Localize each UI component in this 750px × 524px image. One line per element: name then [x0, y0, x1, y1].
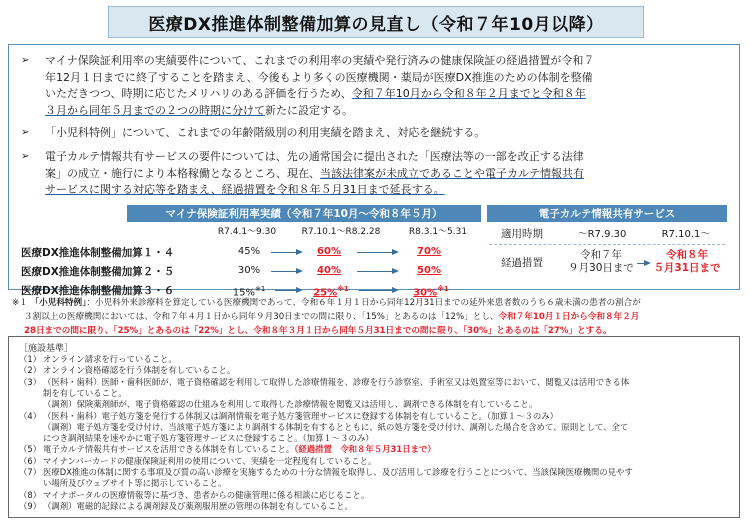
requirement-text: （調剤）電磁的記録による調剤録及び薬剤服用歴の管理の体制を有していること。: [43, 500, 353, 511]
arrow-bullet-icon: ➢: [21, 151, 30, 162]
bullet-2-line-1: 「小児科特例」について、これまでの年齢階級別の利用実績を踏まえ、対応を継続する。: [45, 126, 486, 139]
requirement-number: （2）: [19, 365, 42, 376]
bullet-3-line-2: 案」の成立・施行により本格稼働となるところ、現在、当該法律案が未成立であることや電子カルテ情報共有: [45, 166, 584, 180]
mynumber-rate-table-header: マイナ保険証利用率実績（令和７年10月～令和８年５月）: [127, 205, 481, 222]
requirement-text: オンライン資格確認を行う体制を有していること。: [43, 365, 236, 376]
footnote-line-3: 28日までの間に限り、「25%」とあるのは「22%」とし、令和８年３月１日から同年５月31日までの間に限り、「30%」とあるのは「27%」とする。: [24, 326, 612, 336]
arrow-icon: [359, 290, 397, 291]
arrow-icon: [275, 290, 301, 291]
row-1-mid: 60%: [317, 246, 341, 257]
requirement-line: [19, 501, 731, 512]
requirement-number: （3）: [19, 376, 42, 387]
row-2-mid: 40%: [317, 265, 341, 276]
ehr-old-period: ～R7.9.30: [577, 229, 627, 240]
requirement-number: （8）: [19, 489, 42, 500]
bullet-1-line-2: 年12月１日までに終了することを踏まえ、今後もより多くの医療機関・薬局が医療DX推進のための体制を整備: [45, 70, 593, 84]
requirement-line: [19, 354, 731, 365]
row-label-2: 医療DX推進体制整備加算２・５: [21, 266, 175, 278]
requirement-line: [19, 444, 731, 455]
arrow-icon: [357, 252, 397, 253]
requirement-text: につき調剤結果を速やかに電子処方箋管理サービスに登録すること。（加算１～３のみ）: [43, 433, 374, 444]
requirement-number: （9）: [19, 500, 42, 511]
row-2-new: 50%: [417, 265, 441, 276]
requirement-line: [19, 365, 731, 376]
requirement-number: （7）: [19, 467, 42, 477]
requirement-text: （調剤）電子処方箋を受け付け、当該電子処方箋により調剤する体制を有するとともに、紙の処方箋を受け付け、調剤した場合を含めて、原則として、全て: [43, 421, 629, 432]
arrow-bullet-icon: ➢: [21, 55, 30, 66]
row-label-1: 医療DX推進体制整備加算１・４: [21, 247, 175, 259]
requirement-text: （医科・歯科）電子処方箋を発行する体制又は調剤情報を電子処方箋管理サービスに登録する体制を有していること。（加算１～３のみ）: [43, 410, 559, 421]
bullet-3-line-1: 電子カルテ情報共有サービスの要件については、先の通常国会に提出された「医療法等の一部を改正する法律: [45, 150, 584, 163]
requirement-text: 電子カルテ情報共有サービスを活用できる体制を有していること。（経過措置 令和８年５月31日まで）: [43, 444, 436, 455]
requirement-line: [19, 433, 731, 444]
period-mid: R7.10.1～R8.2.28: [301, 227, 381, 237]
requirement-text: マイナンバーカードの健康保険証利用の使用について、実績を一定程度有していること。: [43, 455, 377, 466]
period-new: R8.3.1～5.31: [408, 227, 468, 237]
requirement-text: 医療DX推進の体制に関する事項及び質の高い診療を実施するための十分な情報を取得し、及び活用して診療を行うことについて、当該保険医療機関の見やす: [43, 467, 633, 477]
period-old: R7.4.1～9.30: [217, 227, 277, 237]
arrow-icon: [271, 271, 301, 272]
requirement-number: （4）: [19, 410, 42, 421]
facility-standards-title: ［施設基準］: [19, 344, 74, 354]
requirement-line: [19, 478, 731, 489]
row-3-new: 30%$^{※1}$: [413, 285, 449, 299]
requirement-line: [19, 377, 731, 388]
bullet-1-line-4: ３月から同年５月までの２つの時期に分けて新たに設定する。: [45, 103, 353, 117]
requirement-text: い場所及びウェブサイト等に掲示していること。: [43, 478, 227, 489]
row-3-old: 15%$^{※1}$: [232, 285, 266, 299]
requirement-line: [19, 388, 731, 399]
footnote-line-2: ３割以上の医療機関においては、令和７年４月１日から同年９月30日までの間に限り、「15%」とあるのは「12%」とし、令和７年10月１日から令和８年２月: [24, 312, 640, 322]
footnote: [12, 296, 740, 338]
bullet-3-line-3: サービスに関する対応等を踏まえ、経過措置を令和８年５月31日まで延長する。: [45, 183, 445, 196]
requirement-text: オンライン請求を行っていること。: [43, 354, 177, 364]
requirement-text: 制を有していること。: [43, 387, 127, 398]
requirement-text: マイナポータルの医療情報等に基づき、患者からの健康管理に係る相談に応じること。: [43, 489, 370, 500]
footnote-line-1: ※１ 「小児科特例」：小児科外来診療料を算定している医療機関であって、令和６年１月１日から同年12月31日までの延外来患者数のうち６歳未満の患者の割合が: [12, 298, 641, 308]
row-label-3: 医療DX推進体制整備加算３・６: [21, 285, 175, 297]
row-3-mid: 25%$^{※1}$: [313, 285, 349, 299]
ehr-new-period: R7.10.1～: [661, 229, 711, 240]
bullet-1-line-3: いただきつつ、時期に応じたメリハリのある評価を行うため、令和７年10月から令和８年２月までと令和８年: [45, 87, 586, 100]
requirement-line: [19, 422, 731, 433]
ehr-table-header: 電子カルテ情報共有サービス: [487, 205, 727, 222]
row-2-old: 30%: [237, 265, 261, 276]
ehr-old-measure: 令和７年 ９月30日まで: [568, 249, 634, 274]
requirement-line: [19, 490, 731, 501]
requirement-line: [19, 399, 731, 410]
page-title: 医療DX推進体制整備加算の見直し（令和７年10月以降）: [108, 6, 644, 38]
requirement-line: [19, 467, 731, 478]
divider: [489, 244, 725, 245]
ehr-new-measure: 令和８年 ５月31日まで: [653, 249, 721, 274]
requirement-number: （1）: [19, 354, 42, 364]
requirement-text: （医科・歯科）医師・歯科医師が、電子資格確認を利用して取得した診療情報を、診療を行う診察室、手術室又は処置室等において、閲覧又は活用できる体: [43, 376, 630, 387]
label-measure: 経過措置: [501, 257, 543, 269]
summary-box: [8, 44, 740, 299]
arrow-icon: [271, 252, 301, 253]
row-1-new: 70%: [417, 246, 441, 257]
requirement-text: （調剤）保険薬剤師が、電子資格確認の仕組みを利用して取得した診療情報を閲覧又は活用し、調剤できる体制を有していること。: [43, 399, 538, 410]
arrow-icon: [357, 271, 397, 272]
arrow-bullet-icon: ➢: [21, 127, 30, 138]
row-1-old: 45%: [237, 246, 261, 257]
facility-standards-box: [8, 336, 740, 518]
requirement-line: [19, 411, 731, 422]
label-period: 適用時期: [501, 228, 543, 240]
bullet-1-line-1: マイナ保険証利用率の実績要件について、これまでの利用率の実績や発行済みの健康保険証の経過措置が令和７: [45, 54, 595, 67]
requirement-number: （5）: [19, 444, 42, 455]
requirement-line: [19, 456, 731, 467]
requirement-number: （6）: [19, 455, 42, 466]
